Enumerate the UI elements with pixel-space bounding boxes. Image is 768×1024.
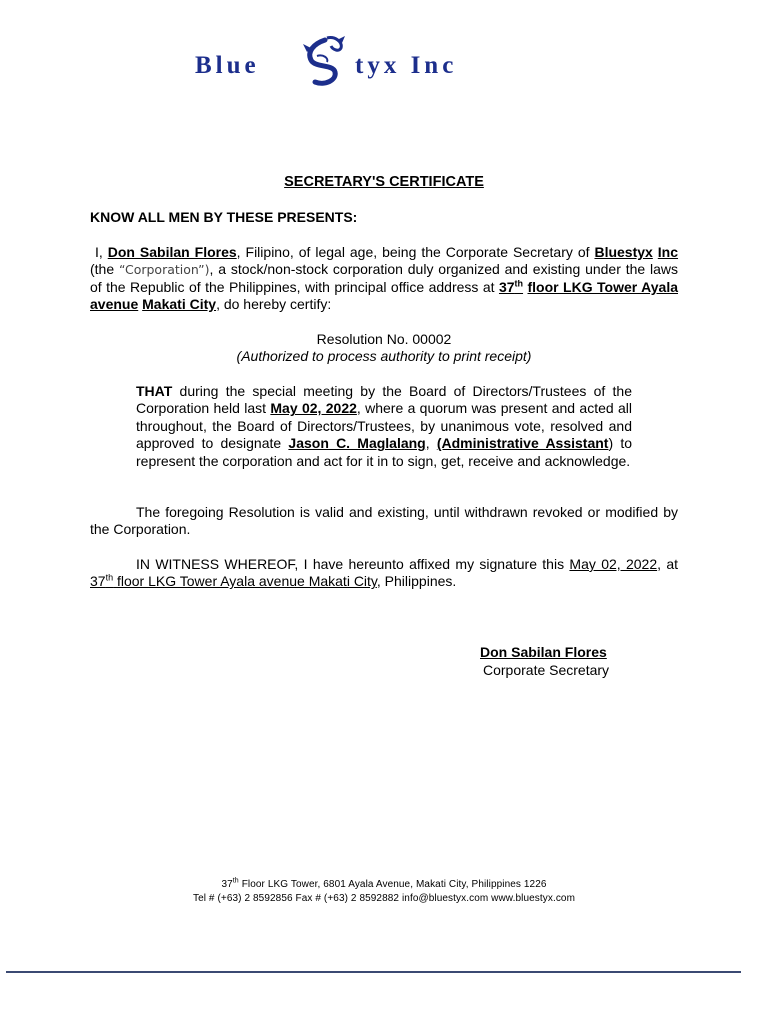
designee-position: (Administrative Assistant [436, 435, 609, 452]
signatory-name: Don Sabilan Flores [480, 644, 607, 660]
meeting-date: May 02, 2022 [270, 400, 357, 417]
resolution-purpose: (Authorized to process authority to print receipt) [236, 348, 532, 364]
document-title: SECRETARY'S CERTIFICATE [284, 174, 484, 190]
that-paragraph: THAT during the special meeting by the Board of Directors/Trustees of the Corporation held last May 02, 2022, where a quorum was present and acted all throughout, the Board of Directors/Trustees, by unanimous vote, resolved and approved to designate Jason C. Maglalang, (Administrative Assistant) to represent the corporation and act for it in to sign, get, receive and acknowledge. [136, 383, 633, 469]
resolution-number: Resolution No. 00002 [316, 331, 452, 347]
foregoing-paragraph: The foregoing Resolution is valid and existing, until withdrawn revoked or modified by the Corporation. [90, 504, 678, 538]
dragon-emblem-icon [297, 34, 353, 90]
footer-address: 37th Floor LKG Tower, 6801 Ayala Avenue, Makati City, Philippines 1226 [221, 877, 547, 890]
footer-contact: Tel # (+63) 2 8592856 Fax # (+63) 2 8592882 info@bluestyx.com www.bluestyx.com [192, 893, 576, 904]
company-logo [195, 30, 545, 92]
footer-rule [6, 971, 741, 973]
designee-name: Jason C. Maglalang [288, 435, 426, 452]
secretary-name: Don Sabilan Flores [107, 244, 237, 260]
know-all-heading: KNOW ALL MEN BY THESE PRESENTS: [90, 209, 358, 225]
logo-text-left: Blue [195, 52, 260, 79]
signature-block [480, 643, 609, 679]
witness-date: May 02, 2022 [569, 556, 658, 572]
witness-paragraph: IN WITNESS WHEREOF, I have hereunto affixed my signature this May 02, 2022, at 37th floor LKG Tower Ayala avenue Makati City, Philippines. [90, 556, 679, 590]
logo-text-right: tyx Inc [355, 52, 458, 79]
intro-paragraph: I, Don Sabilan Flores, Filipino, of legal age, being the Corporate Secretary of Bluestyx Inc (the “Corporation”), a stock/non-stock corporation duly organized and existing under the laws of the Republic of the Philippines, with principal office address at 37th floor LKG Tower Ayala avenue Makati City, do hereby certify: [90, 244, 679, 313]
signatory-role: Corporate Secretary [483, 662, 610, 678]
